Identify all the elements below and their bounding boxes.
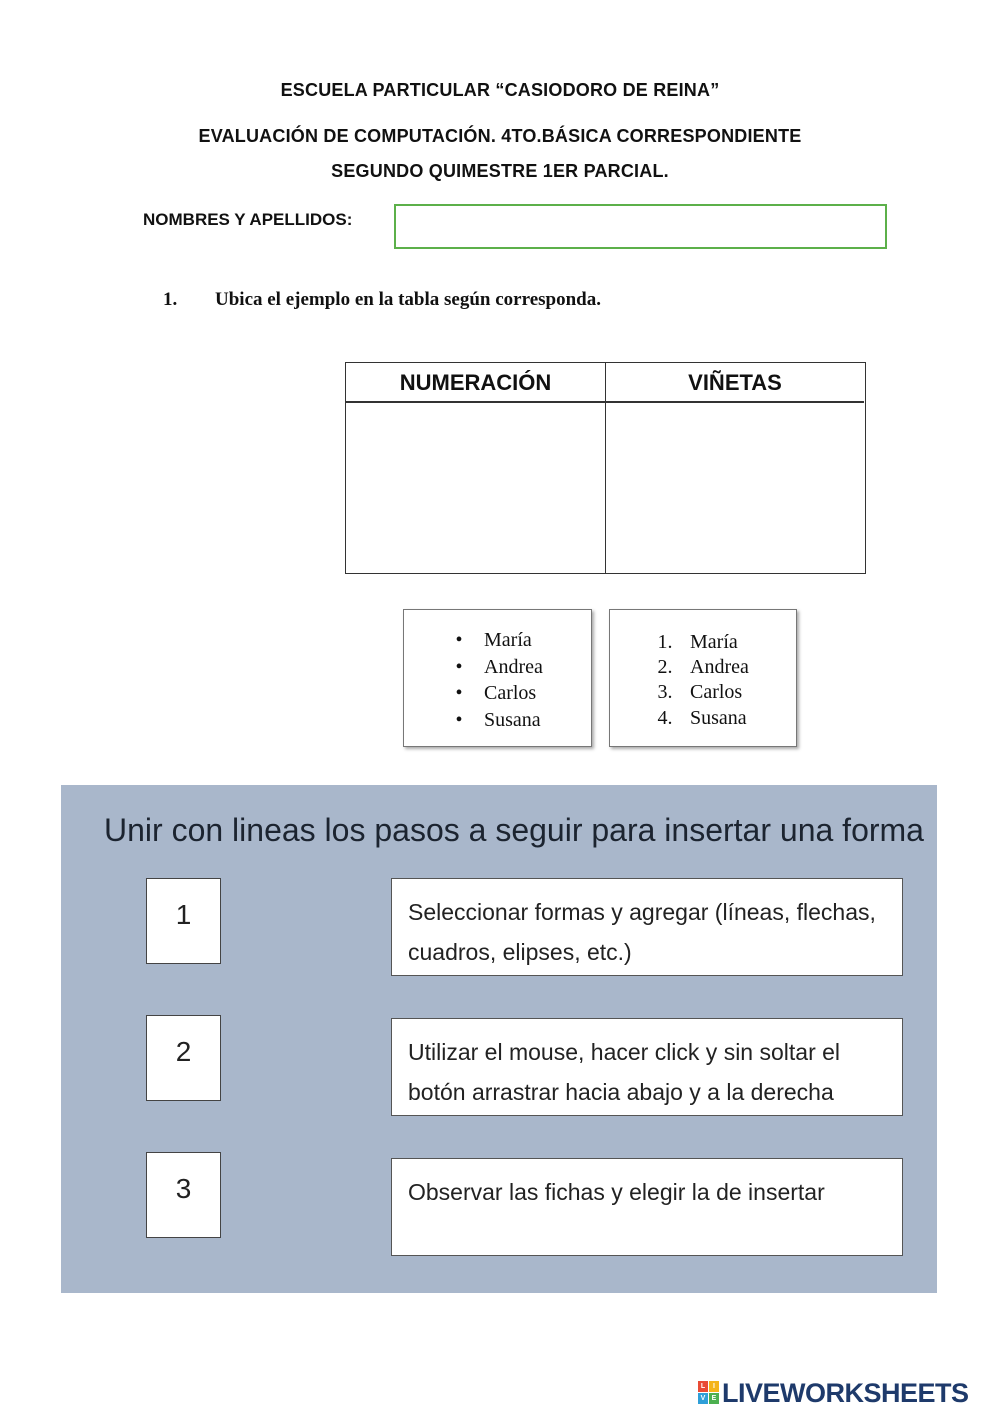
- student-name-label: NOMBRES Y APELLIDOS:: [143, 210, 353, 229]
- matching-panel: [61, 785, 937, 1293]
- step-number-3[interactable]: 3: [146, 1152, 221, 1238]
- vinetas-column[interactable]: [606, 363, 864, 573]
- step-number-1[interactable]: 1: [146, 878, 221, 964]
- bullet-icon: •: [455, 629, 463, 651]
- question-1-number: 1.: [163, 289, 178, 310]
- vinetas-header: VIÑETAS: [606, 363, 864, 403]
- bullet-list-example[interactable]: • María • Andrea • Carlos • Susana: [403, 609, 592, 747]
- step-option-2[interactable]: Utilizar el mouse, hacer click y sin soltar el botón arrastrar hacia abajo y a la derecha: [391, 1018, 903, 1116]
- exam-title: EVALUACIÓN DE COMPUTACIÓN. 4TO.BÁSICA CORRESPONDIENTE: [198, 126, 802, 146]
- student-name-field[interactable]: [394, 204, 887, 249]
- numbered-list-example[interactable]: 1. María 2. Andrea 3. Carlos 4. Susana: [609, 609, 797, 747]
- question-1: [163, 289, 601, 311]
- step-option-1[interactable]: Seleccionar formas y agregar (líneas, flechas, cuadros, elipses, etc.): [391, 878, 903, 976]
- exam-subtitle: SEGUNDO QUIMESTRE 1ER PARCIAL.: [331, 161, 669, 181]
- question-1-text: Ubica el ejemplo en la tabla según corresponda.: [215, 289, 601, 310]
- bullet-icon: •: [455, 709, 463, 731]
- step-number-2[interactable]: 2: [146, 1015, 221, 1101]
- numeracion-header: NUMERACIÓN: [346, 363, 605, 403]
- liveworksheets-logo-text: LIVEWORKSHEETS: [722, 1378, 969, 1408]
- step-option-3[interactable]: Observar las fichas y elegir la de insertar: [391, 1158, 903, 1256]
- matching-title: Unir con lineas los pasos a seguir para insertar una forma: [104, 812, 924, 848]
- bullet-icon: •: [455, 682, 463, 704]
- school-title: ESCUELA PARTICULAR “CASIODORO DE REINA”: [280, 80, 720, 100]
- numeracion-column[interactable]: [346, 363, 606, 573]
- liveworksheets-logo-icon: L I V E: [698, 1381, 720, 1405]
- classification-table: [345, 362, 866, 574]
- bullet-icon: •: [455, 656, 463, 678]
